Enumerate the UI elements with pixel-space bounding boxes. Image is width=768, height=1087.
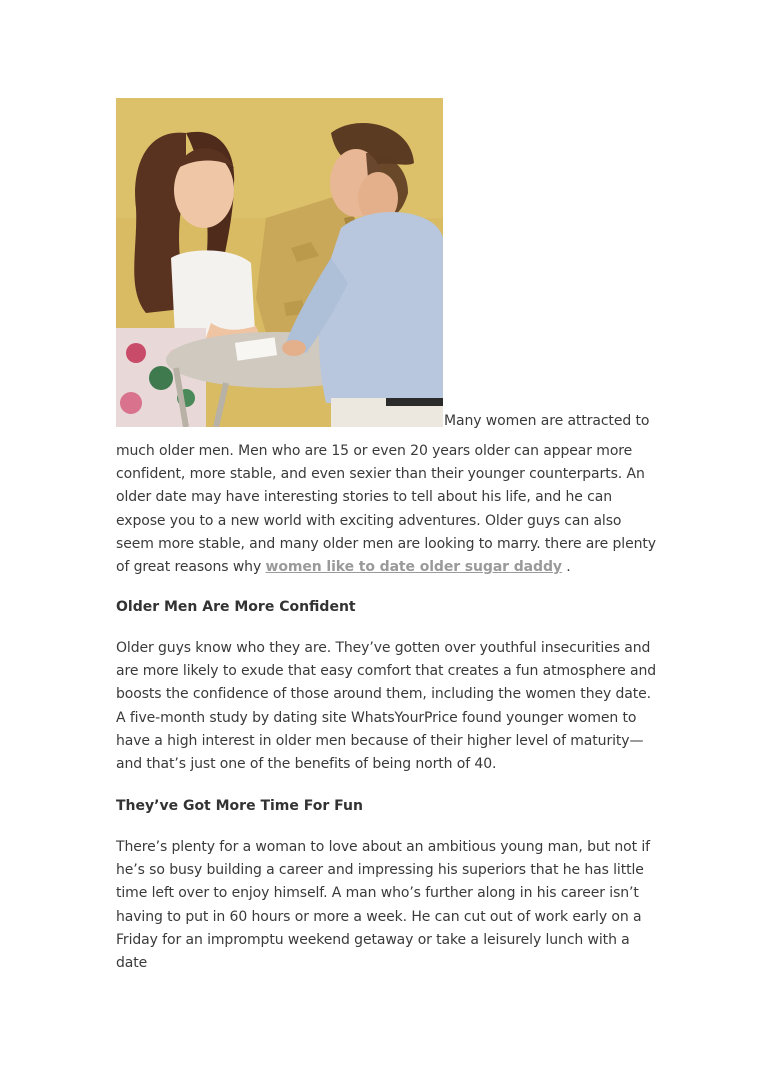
fun-paragraph: There’s plenty for a woman to love about an ambitious young man, but not if he’s so busy building a career and impressing his superiors that he has little time left over to enjoy himself. A man who’s further along in his career isn’t having to put in 60 hours or more a week. He can cut out of work early on a Friday for an impromptu weekend getaway or take a leisurely lunch with a date (116, 839, 650, 972)
couple-photo (116, 98, 443, 427)
intro-lead-text: Many women are attracted to (444, 413, 650, 429)
section-heading-confident: Older Men Are More Confident (116, 599, 356, 615)
section-heading-fun: They’ve Got More Time For Fun (116, 798, 363, 814)
intro-paragraph (116, 440, 661, 579)
intro-paragraph-text: much older men. Men who are 15 or even 20 years older can appear more confident, more stable, and even sexier than their younger counterparts. An older date may have interesting stories to tell about his life, and he can expose you to a new world with exciting adventures. Older guys can also seem more stable, and many older men are looking to marry. there are plenty of great reasons why (116, 443, 656, 576)
confident-paragraph: Older guys know who they are. They’ve gotten over youthful insecurities and are more likely to exude that easy comfort that creates a fun atmosphere and boosts the confidence of those around them, including the women they date. A five-month study by dating site WhatsYourPrice found younger women to have a high interest in older men because of their higher level of maturity—and that’s just one of the benefits of being north of 40. (116, 640, 657, 773)
sugar-daddy-link[interactable]: women like to date older sugar daddy (265, 559, 562, 576)
intro-paragraph-end: . (561, 559, 571, 576)
